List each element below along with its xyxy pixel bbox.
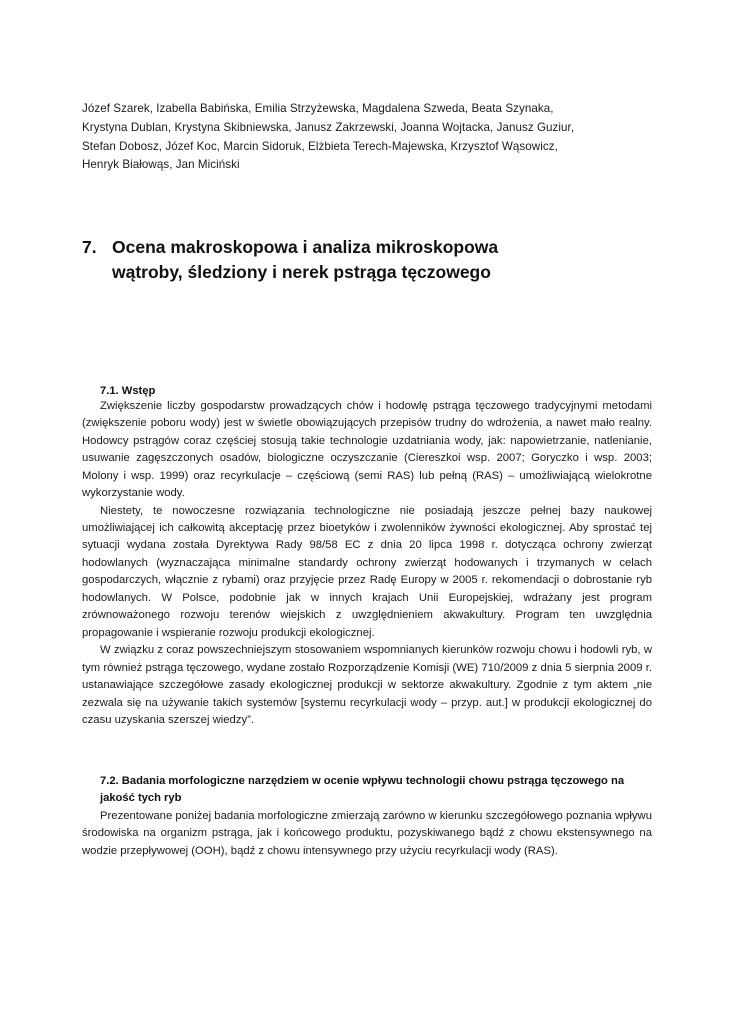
paragraph: Prezentowane poniżej badania morfologiczne zmierzają zarówno w kierunku szczegółowego poznania wpływu środowiska na organizm pstrąga, jak i końcowego produktu, pozyskiwanego bądź z chowu ekstensywnego na wodzie przepływowej (OOH), bądź z chowu intensywnego przy użyciu recyrkulacji wody (RAS). [82,810,652,857]
author-list [82,100,652,175]
chapter-title [112,235,498,285]
section-heading: 7.2. Badania morfologiczne narzędziem w ocenie wpływu technologii chowu pstrąga tęczowego na jakość tych ryb [100,775,625,805]
paragraph: Niestety, te nowoczesne rozwiązania technologiczne nie posiadają jeszcze pełnej bazy naukowej umożliwiającej ich całkowitą akceptację przez bioetyków i zwolenników żywności ekologicznej. Aby sprostać tej sytuacji wydana została Dyrektywa Rady 98/58 EC z dnia 20 lipca 1998 r. dotycząca ochrony zwierząt hodowlanych (wyznaczająca minimalne standardy ochrony zwierząt hodowanych i trzymanych w celach gospodarczych, włącznie z rybami) oraz przyjęcie przez Radę Europy w 2005 r. rekomendacji o dobrostanie ryb hodowlanych. W Polsce, podobnie jak w innych krajach Unii Europejskiej, wdrażany jest program zrównoważonego rozwoju terenów wiejskich z uwzględnieniem akwakultury. Program ten uwzględnia propagowanie i wspieranie rozwoju produkcji ekologicznej. [82,504,652,639]
author-line: Stefan Dobosz, Józef Koc, Marcin Sidoruk, Elżbieta Terech-Majewska, Krzysztof Wąsowicz, [82,139,558,153]
page-content [82,100,652,860]
section-heading: 7.1. Wstęp [100,384,156,397]
author-line: Henryk Białowąs, Jan Miciński [82,158,240,172]
paragraph: W związku z coraz powszechniejszym stosowaniem wspomnianych kierunków rozwoju chowu i hodowli ryb, w tym również pstrąga tęczowego, wydane zostało Rozporządzenie Komisji (WE) 710/2009 z dnia 5 sierpnia 2009 r. ustanawiające szczegółowe zasady ekologicznej produkcji w sektorze akwakultury. Zgodnie z tym aktem „nie zezwala się na używanie takich systemów [systemu recyrkulacji wody – przyp. aut.] w produkcji ekologicznej do czasu uzyskania szerszej wiedzy”. [82,644,652,726]
section-badania-morfologiczne [82,773,652,860]
section-wstep [82,385,652,730]
paragraph: Zwiększenie liczby gospodarstw prowadzących chów i hodowlę pstrąga tęczowego tradycyjnymi metodami (zwiększenie poboru wody) jest w świetle obowiązujących przepisów trudny do wdrożenia, a nawet mało realny. Hodowcy pstrągów coraz częściej stosują takie technologie uzdatniania wody, jak: napowietrzanie, natlenianie, usuwanie zagęszczonych osadów, biologiczne oczyszczanie (Ciereszkoi wsp. 2007; Goryczko i wsp. 2003; Molony i wsp. 1999) oraz recyrkulacje – częściową (semi RAS) lub pełną (RAS) – umożliwiającą wielokrotne wykorzystanie wody. [82,399,652,500]
chapter-title-line: Ocena makroskopowa i analiza mikroskopowa [112,237,499,258]
author-line: Krystyna Dublan, Krystyna Skibniewska, Janusz Zakrzewski, Joanna Wojtacka, Janusz Guziur, [82,120,575,134]
author-line: Józef Szarek, Izabella Babińska, Emilia Strzyżewska, Magdalena Szweda, Beata Szynaka, [82,102,554,115]
chapter-title-block [82,235,652,285]
chapter-number: 7. [82,237,97,258]
chapter-title-line: wątroby, śledziony i nerek pstrąga tęczowego [112,261,491,282]
